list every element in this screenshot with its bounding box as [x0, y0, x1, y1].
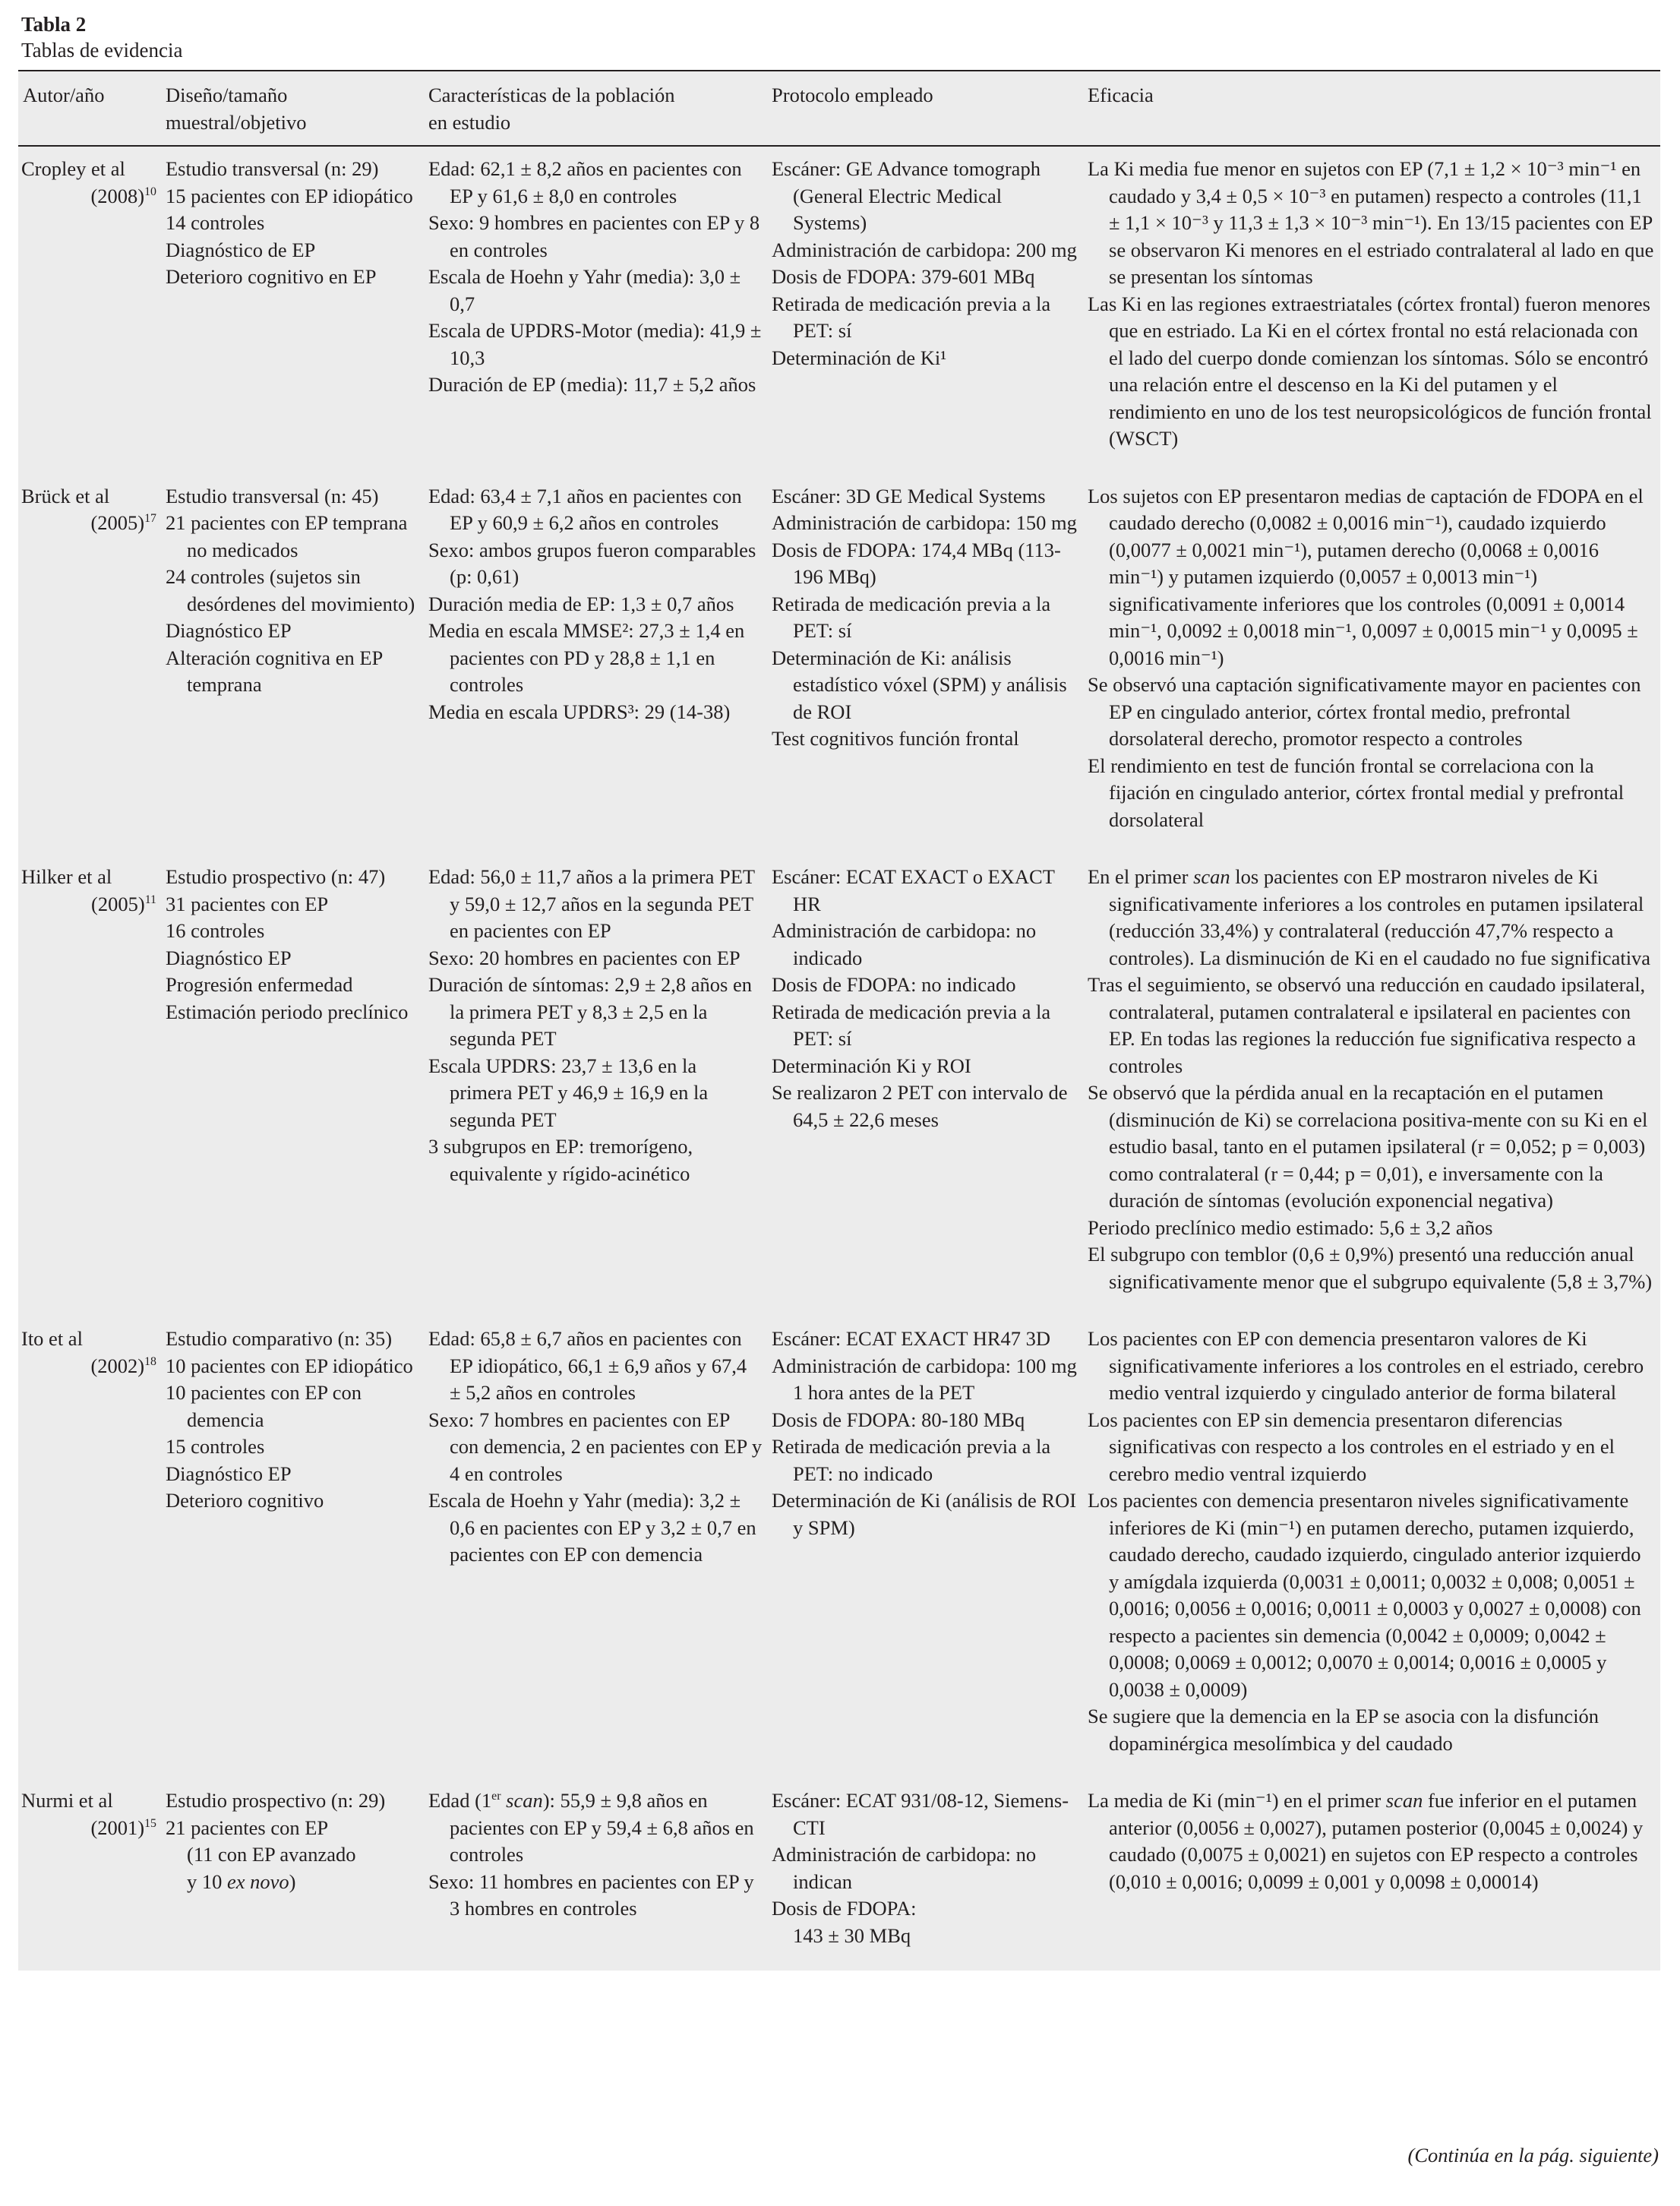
list-item: Diagnóstico EP — [166, 946, 292, 969]
list-item: Las Ki en las regiones extraestriatales (córtex frontal) fueron menores que en estriado. La Ki en el córtex frontal no está relacionada con el lado del cuerpo donde comienzan los síntomas. Sólo se encontró una relación entre el descenso en la Ki del putamen y el rendimiento en uno de los test neuropsicológicos de función frontal (WSCT) — [1088, 292, 1652, 450]
list-item: Escáner: ECAT 931/08-12, Siemens-CTI — [772, 1789, 1069, 1839]
table-header-row — [18, 71, 1660, 146]
protocol-cell — [767, 1778, 1083, 1971]
list-item: En el primer scan los pacientes con EP mostraron niveles de Ki significativamente inferiores a los controles en putamen ipsilateral (reducción 33,4%) y contralateral (reducción 47,7% respecto a controles). La disminución de Ki en el caudado no fue significativa — [1088, 865, 1651, 969]
list-item: 10 pacientes con EP idiopático — [166, 1354, 413, 1377]
list-item: Determinación de Ki (análisis de ROI y SPM) — [772, 1489, 1077, 1539]
list-item: Se observó una captación significativamente mayor en pacientes con EP en cingulado anterior, córtex frontal medio, prefrontal dorsolateral derecho, promotor respecto a controles — [1088, 673, 1641, 750]
list-item: 15 controles — [166, 1435, 265, 1458]
list-item: (11 con EP avanzado — [187, 1843, 356, 1866]
author-year: $(2002)^{18}$ — [90, 1354, 156, 1377]
list-item: Periodo preclínico medio estimado: 5,6 ± 3,2 años — [1088, 1215, 1493, 1239]
list-item: Escáner: GE Advance tomograph (General Electric Medical Systems) — [772, 157, 1041, 234]
header-efficacy: Eficacia — [1088, 84, 1154, 106]
list-item: Escala de Hoehn y Yahr (media): 3,0 ± 0,7 — [428, 265, 741, 315]
table-row — [18, 474, 1660, 855]
list-item: El subgrupo con temblor (0,6 ± 0,9%) presentó una reducción anual significativamente menor que el subgrupo equivalente (5,8 ± 3,7%) — [1088, 1243, 1653, 1293]
list-item: Duración de síntomas: 2,9 ± 2,8 años en la primera PET y 8,3 ± 2,5 en la segunda PET — [428, 973, 752, 1050]
list-item: Dosis de FDOPA: — [772, 1897, 917, 1920]
list-item: Edad: 62,1 ± 8,2 años en pacientes con EP y 61,6 ± 8,0 en controles — [428, 157, 742, 207]
list-item: Sexo: 20 hombres en pacientes con EP — [428, 946, 741, 969]
list-item: Estudio transversal (n: 45) — [166, 484, 379, 507]
author-name: Nurmi et al — [21, 1789, 113, 1812]
list-item: Estudio prospectivo (n: 29) — [166, 1789, 386, 1812]
author-name: Hilker et al — [21, 865, 112, 888]
list-item: Retirada de medicación previa a la PET: sí — [772, 1000, 1051, 1050]
list-item: Dosis de FDOPA: no indicado — [772, 973, 1016, 996]
list-item: Administración de carbidopa: 100 mg 1 hora antes de la PET — [772, 1354, 1077, 1404]
list-item: Sexo: 7 hombres en pacientes con EP con demencia, 2 en pacientes con EP y 4 en controles — [428, 1408, 763, 1485]
list-item: Media en escala UPDRS³: 29 (14-38) — [428, 700, 731, 723]
population-cell — [424, 146, 767, 474]
evidence-table — [18, 70, 1660, 1971]
list-item: Administración de carbidopa: no indicado — [772, 919, 1037, 969]
protocol-cell — [767, 855, 1083, 1316]
list-item: Edad: 56,0 ± 11,7 años a la primera PET y 59,0 ± 12,7 años en la segunda PET en pacientes con EP — [428, 865, 755, 942]
list-item: Administración de carbidopa: no indican — [772, 1843, 1037, 1893]
list-item: Estudio comparativo (n: 35) — [166, 1327, 393, 1350]
list-item: Alteración cognitiva en EP temprana — [166, 646, 383, 696]
author-name: Ito et al — [21, 1327, 83, 1350]
population-cell — [424, 1316, 767, 1778]
list-item: Diagnóstico EP — [166, 619, 292, 642]
list-item: Sexo: 9 hombres en pacientes con EP y 8 en controles — [428, 211, 760, 261]
protocol-cell — [767, 1316, 1083, 1778]
efficacy-cell — [1083, 1778, 1660, 1971]
author-cell — [18, 1778, 161, 1971]
author-year: $(2001)^{15}$ — [90, 1816, 156, 1839]
list-item: Escáner: 3D GE Medical Systems — [772, 484, 1046, 507]
list-item: Sexo: ambos grupos fueron comparables (p: 0,61) — [428, 538, 756, 588]
list-item: Tras el seguimiento, se observó una reducción en caudado ipsilateral, contralateral, putamen contralateral e ipsilateral en pacientes con EP. En todas las regiones la reducción fue significativa respecto a controles — [1088, 973, 1646, 1077]
list-item: Los pacientes con EP con demencia presentaron valores de Ki significativamente inferiores a los controles en el estriado, cerebro medio ventral izquierdo y cingulado anterior de forma bilateral — [1088, 1327, 1644, 1404]
header-population: Características de la población en estudio — [428, 84, 675, 134]
header-design: Diseño/tamaño muestral/objetivo — [166, 84, 307, 134]
efficacy-cell — [1083, 146, 1660, 474]
list-item: Test cognitivos función frontal — [772, 727, 1019, 750]
population-cell — [424, 474, 767, 855]
list-item: Escala de UPDRS-Motor (media): 41,9 ± 10,3 — [428, 319, 762, 369]
list-item: Estudio transversal (n: 29) — [166, 157, 379, 180]
list-item: 3 subgrupos en EP: tremorígeno, equivalente y rígido-acinético — [428, 1135, 693, 1185]
list-item: 16 controles — [166, 919, 265, 942]
list-item: Los pacientes con demencia presentaron niveles significativamente inferiores de Ki (min⁻¹) en putamen derecho, putamen izquierdo, caudado derecho, caudado izquierdo, cingulado anterior izquierdo y amígdala izquierda (0,0031 ± 0,0011; 0,0032 ± 0,008; 0,0051 ± 0,0016; 0,0056 ± 0,0016; 0,0011 ± 0,0003 y 0,0027 ± 0,0008) con respecto a pacientes sin demencia (0,0042 ± 0,0009; 0,0042 ± 0,0008; 0,0069 ± 0,0012; 0,0070 ± 0,0014; 0,0016 ± 0,0005 y 0,0038 ± 0,0009) — [1088, 1489, 1641, 1701]
list-item: Edad: 63,4 ± 7,1 años en pacientes con EP y 60,9 ± 6,2 años en controles — [428, 484, 742, 534]
list-item: Deterioro cognitivo — [166, 1489, 324, 1512]
list-item: Diagnóstico EP — [166, 1462, 292, 1485]
table-row — [18, 146, 1660, 474]
list-item: La Ki media fue menor en sujetos con EP (7,1 ± 1,2 × 10⁻³ min⁻¹ en caudado y 3,4 ± 0,5 × 10⁻³ en putamen) respecto a controles (11,1 ± 1,1 × 10⁻³ y 11,3 ± 1,3 × 10⁻³ min⁻¹). En 13/15 pacientes con EP se observaron Ki menores en el estriado contralateral al lado en que se presentan los síntomas — [1088, 157, 1654, 288]
list-item: Los pacientes con EP sin demencia presentaron diferencias significativas con respecto a los controles en el estriado y en el cerebro medio ventral izquierdo — [1088, 1408, 1615, 1485]
list-item: Dosis de FDOPA: 379-601 MBq — [772, 265, 1035, 288]
list-item: 24 controles (sujetos sin desórdenes del movimiento) — [166, 565, 415, 615]
design-cell — [161, 855, 424, 1316]
list-item: Escáner: ECAT EXACT o EXACT HR — [772, 865, 1055, 915]
list-item: Escáner: ECAT EXACT HR47 3D — [772, 1327, 1051, 1350]
list-item: Retirada de medicación previa a la PET: sí — [772, 292, 1051, 342]
list-item: Estimación periodo preclínico — [166, 1000, 409, 1023]
list-item: Estudio prospectivo (n: 47) — [166, 865, 386, 888]
author-cell — [18, 474, 161, 855]
table-row — [18, 1316, 1660, 1778]
author-cell — [18, 146, 161, 474]
author-cell — [18, 855, 161, 1316]
list-item: Duración de EP (media): 11,7 ± 5,2 años — [428, 373, 756, 396]
list-item: Determinación de Ki: análisis estadístico vóxel (SPM) y análisis de ROI — [772, 646, 1067, 723]
efficacy-cell — [1083, 474, 1660, 855]
list-item: Administración de carbidopa: 200 mg — [772, 238, 1077, 261]
list-item: 143 ± 30 MBq — [793, 1923, 911, 1947]
protocol-cell — [767, 474, 1083, 855]
list-item: Retirada de medicación previa a la PET: sí — [772, 592, 1051, 642]
author-year: $(2005)^{17}$ — [90, 511, 156, 534]
population-cell — [424, 855, 767, 1316]
list-item: 10 pacientes con EP con demencia — [166, 1381, 362, 1431]
list-item: Edad (1er scan): 55,9 ± 9,8 años en pacientes con EP y 59,4 ± 6,8 años en controles — [428, 1789, 754, 1866]
table-caption: Tablas de evidencia — [21, 39, 183, 62]
list-item: Escala de Hoehn y Yahr (media): 3,2 ± 0,6 en pacientes con EP y 3,2 ± 0,7 en pacientes con EP con demencia — [428, 1489, 756, 1566]
list-item: Dosis de FDOPA: 80-180 MBq — [772, 1408, 1025, 1431]
list-item: La media de Ki (min⁻¹) en el primer scan fue inferior en el putamen anterior (0,0056 ± 0,0027), putamen posterior (0,0045 ± 0,0024) y caudado (0,0075 ± 0,0021) en sujetos con EP respecto a controles (0,010 ± 0,0016; 0,0099 ± 0,001 y 0,0098 ± 0,00014) — [1088, 1789, 1644, 1893]
list-item: 15 pacientes con EP idiopático — [166, 184, 413, 207]
protocol-cell — [767, 146, 1083, 474]
list-item: Se realizaron 2 PET con intervalo de 64,5 ± 22,6 meses — [772, 1081, 1068, 1131]
list-item: y 10 ex novo) — [187, 1869, 296, 1893]
design-cell — [161, 1778, 424, 1971]
list-item: Edad: 65,8 ± 6,7 años en pacientes con EP idiopático, 66,1 ± 6,9 años y 67,4 ± 5,2 años en controles — [428, 1327, 747, 1404]
list-item: Los sujetos con EP presentaron medias de captación de FDOPA en el caudado derecho (0,0082 ± 0,0016 min⁻¹), caudado izquierdo (0,0077 ± 0,0021 min⁻¹), putamen derecho (0,0068 ± 0,0016 min⁻¹) y putamen izquierdo (0,0057 ± 0,0013 min⁻¹) significativamente inferiores que los controles (0,0091 ± 0,0014 min⁻¹, 0,0092 ± 0,0018 min⁻¹, 0,0097 ± 0,0015 min⁻¹ y 0,0095 ± 0,0016 min⁻¹) — [1088, 484, 1644, 669]
list-item: Diagnóstico de EP — [166, 238, 316, 261]
list-item: Se sugiere que la demencia en la EP se asocia con la disfunción dopaminérgica mesolímbica y del caudado — [1088, 1705, 1599, 1755]
list-item: Escala UPDRS: 23,7 ± 13,6 en la primera PET y 46,9 ± 16,9 en la segunda PET — [428, 1054, 709, 1131]
author-name: Cropley et al — [21, 157, 125, 180]
list-item: Dosis de FDOPA: 174,4 MBq (113-196 MBq) — [772, 538, 1061, 588]
list-item: Progresión enfermedad — [166, 973, 353, 996]
table-row — [18, 1778, 1660, 1971]
design-cell — [161, 146, 424, 474]
list-item: Determinación de Ki¹ — [772, 346, 947, 369]
list-item: Administración de carbidopa: 150 mg — [772, 511, 1077, 534]
table-row — [18, 855, 1660, 1316]
design-cell — [161, 474, 424, 855]
list-item: 31 pacientes con EP — [166, 892, 329, 915]
list-item: Media en escala MMSE²: 27,3 ± 1,4 en pacientes con PD y 28,8 ± 1,1 en controles — [428, 619, 745, 696]
list-item: Se observó que la pérdida anual en la recaptación en el putamen (disminución de Ki) se correlaciona positiva-mente con su Ki en el estudio basal, tanto en el putamen ipsilateral (r = 0,052; p = 0,003) como contralateral (r = 0,44; p = 0,01), e inversamente con la duración de síntomas (evolución exponencial negativa) — [1088, 1081, 1648, 1212]
author-year: $(2008)^{10}$ — [90, 184, 156, 207]
author-year: $(2005)^{11}$ — [91, 892, 156, 915]
list-item: 21 pacientes con EP — [166, 1816, 329, 1839]
author-name: Brück et al — [21, 484, 110, 507]
list-item: Sexo: 11 hombres en pacientes con EP y 3 hombres en controles — [428, 1869, 754, 1920]
table-label: Tabla 2 — [21, 13, 87, 36]
list-item: Retirada de medicación previa a la PET: no indicado — [772, 1435, 1051, 1485]
header-author: Autor/año — [23, 84, 105, 106]
author-cell — [18, 1316, 161, 1778]
list-item: Duración media de EP: 1,3 ± 0,7 años — [428, 592, 734, 615]
header-protocol: Protocolo empleado — [772, 84, 933, 106]
list-item: 14 controles — [166, 211, 265, 234]
list-item: 21 pacientes con EP temprana no medicados — [166, 511, 408, 561]
efficacy-cell — [1083, 855, 1660, 1316]
list-item: El rendimiento en test de función frontal se correlaciona con la fijación en cingulado anterior, córtex frontal medial y prefrontal dorsolateral — [1088, 754, 1625, 831]
design-cell — [161, 1316, 424, 1778]
continuation-note: (Continúa en la pág. siguiente) — [1407, 2144, 1659, 2166]
list-item: Deterioro cognitivo en EP — [166, 265, 377, 288]
efficacy-cell — [1083, 1316, 1660, 1778]
list-item: Determinación Ki y ROI — [772, 1054, 971, 1077]
population-cell — [424, 1778, 767, 1971]
